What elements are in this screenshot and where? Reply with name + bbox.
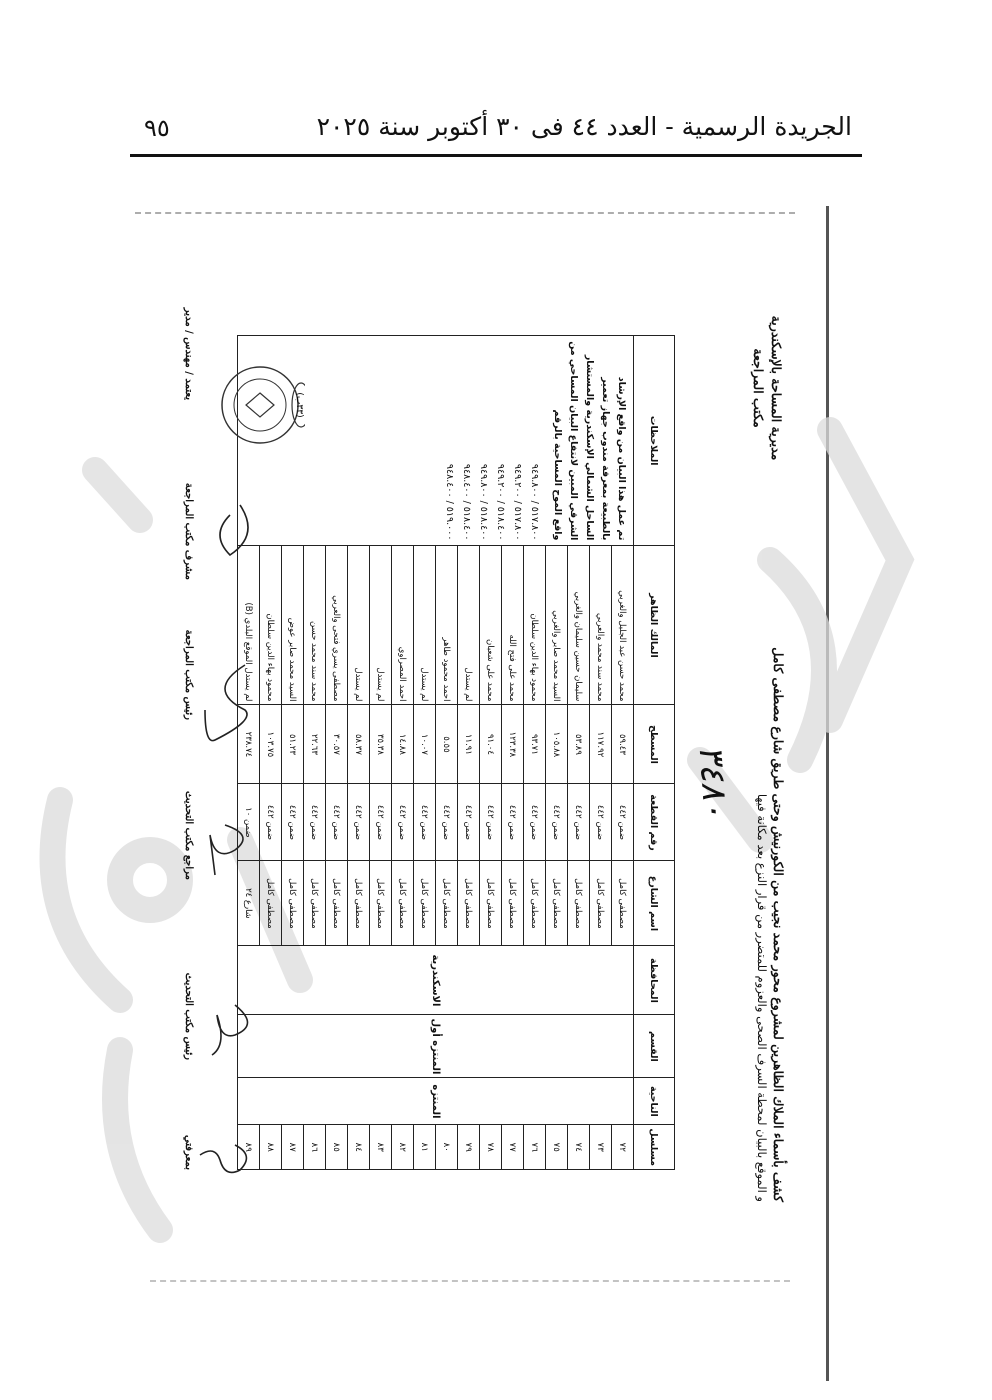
sig-survey-office-rep: مراجع مكتب التحديث [183, 791, 194, 880]
cell-street: مصطفى كامل [348, 861, 370, 946]
header-district: الناحية [634, 1078, 675, 1125]
cell-owner: السيد محمد صابر والغربي [546, 546, 568, 705]
cell-serial: ٧٥ [546, 1125, 568, 1170]
sig-prepared-by: بمعرفتي [183, 1134, 194, 1170]
cell-serial: ٨٠ [436, 1125, 458, 1170]
cell-street: مصطفى كامل [260, 861, 282, 946]
cell-plot: ضمن ٤٤٢ [568, 784, 590, 861]
cell-serial: ٧٣ [590, 1125, 612, 1170]
coordinate-line: ٥١٨.٤٠٠ / ٩٤٩.٢٠٠ [495, 463, 506, 541]
header-section: القسم [634, 1015, 675, 1078]
cell-street: مصطفى كامل [458, 861, 480, 946]
cell-plot: ضمن ٤٤٢ [480, 784, 502, 861]
cell-street: مصطفى كامل [392, 861, 414, 946]
signature-2 [212, 1005, 248, 1055]
cell-plot: ضمن ٤٤٢ [546, 784, 568, 861]
cell-plot: ضمن ٤٤٢ [304, 784, 326, 861]
header-plot: رقم القطعة [634, 784, 675, 861]
notes-coordinates [441, 341, 543, 540]
handwritten-number: ٣٤٨٠ [690, 743, 736, 820]
cell-serial: ٨١ [414, 1125, 436, 1170]
cell-owner: محمود بهاء الدين سلطان [260, 546, 282, 705]
cell-street: مصطفى كامل [370, 861, 392, 946]
cell-area: ١٢٣.٣٨ [502, 705, 524, 784]
cell-street: مصطفى كامل [326, 861, 348, 946]
cell-area: ٢٢.٦٣ [304, 705, 326, 784]
gazette-title: الجريدة الرسمية - العدد ٤٤ فى ٣٠ أكتوبر سنة ٢٠٢٥ [316, 112, 852, 141]
cell-area: ٥٨.٣٧ [348, 705, 370, 784]
cell-area: ٢٣٨.٧٤ [238, 705, 260, 784]
cell-area: ١٠٥.٨٨ [546, 705, 568, 784]
cell-serial: ٧٨ [480, 1125, 502, 1170]
cell-plot: ضمن ٤٤٢ [458, 784, 480, 861]
cell-owner: لم يستدل [370, 546, 392, 705]
sig-review-supervisor: مشرف مكتب المراجعة [183, 482, 194, 580]
cell-plot: ضمن ٤٤٢ [282, 784, 304, 861]
cell-serial: ٨٣ [370, 1125, 392, 1170]
signature-3 [210, 825, 243, 875]
org-line1: مديرية المساحة بالإسكندرية [769, 315, 784, 461]
cell-street: شارع ٢٤ [238, 861, 260, 946]
stamp-code: (٣٣ب) [294, 392, 304, 418]
page-number: ٩٥ [144, 114, 170, 142]
cell-serial: ٨٧ [282, 1125, 304, 1170]
cell-area: ٣٠.٥٧ [326, 705, 348, 784]
cell-owner: محمد سند محمد والعربي [590, 546, 612, 705]
cell-street: مصطفى كامل [414, 861, 436, 946]
cell-plot: ضمن ٤٤٢ [524, 784, 546, 861]
cell-plot: ضمن ٤٤٢ [326, 784, 348, 861]
cell-owner: احمد المصراوي [392, 546, 414, 705]
cell-plot: ضمن ٤٤٢ [370, 784, 392, 861]
cell-owner: احمد محمود طاهر [436, 546, 458, 705]
header-area: المسطح [634, 705, 675, 784]
cell-owner: محمد سند محمد حسن [304, 546, 326, 705]
cell-plot: ضمن ٤٤٢ [260, 784, 282, 861]
scan-edge-top [135, 212, 795, 214]
cell-plot: ضمن ٤٤٢ [502, 784, 524, 861]
coordinate-line: ٥١٧.٨٠٠ / ٩٤٩.٨٠٠ [529, 463, 540, 541]
cell-governorate: الاسكندرية [238, 946, 634, 1015]
scanned-document [173, 305, 793, 1210]
cell-serial: ٧٦ [524, 1125, 546, 1170]
cell-area: ٥١.٢٣ [282, 705, 304, 784]
cell-area: ٩١.٠٤ [480, 705, 502, 784]
cell-street: مصطفى كامل [546, 861, 568, 946]
cell-street: مصطفى كامل [590, 861, 612, 946]
cell-area: ١١٧.٩٢ [590, 705, 612, 784]
rotated-sheet [173, 305, 793, 1210]
sig-survey-office-head: رئيس مكتب التحديث [183, 972, 194, 1060]
document-title-line2: و الموقع بالبيان لمحطة السرف الصحى والعزوم للمتضرر من قرار النزع بعد مكانة فيها [755, 793, 769, 1202]
cell-owner: السيد محمد صابر عوض [282, 546, 304, 705]
cell-serial: ٨٩ [238, 1125, 260, 1170]
cell-area: ١١.٩١ [458, 705, 480, 784]
cell-serial: ٧٤ [568, 1125, 590, 1170]
header-serial: مسلسل [634, 1125, 675, 1170]
header-notes: الملاحظات [634, 336, 675, 546]
cell-street: مصطفى كامل [568, 861, 590, 946]
cell-owner: محمد على فتح الله [502, 546, 524, 705]
cell-owner: سليمان حسين سليمان والغربي [568, 546, 590, 705]
cell-serial: ٨٨ [260, 1125, 282, 1170]
official-stamp [219, 345, 305, 465]
sig-review-head: رئيس مكتب المراجعة [183, 629, 194, 720]
cell-street: مصطفى كامل [502, 861, 524, 946]
scan-edge-bottom [150, 1280, 790, 1282]
cell-section: المنتزه أول [238, 1015, 634, 1078]
signature-4 [205, 665, 247, 741]
header-street: اسم الشارع [634, 861, 675, 946]
coordinate-line: ٥١٧.٨٠٠ / ٩٤٩.٢٠٠ [512, 463, 523, 541]
signature-1 [200, 1145, 246, 1172]
scan-edge-right [826, 206, 829, 1381]
document-title-line1: كشف بأسماء الملاك الظاهرين لمشروع محور محمد نجيب من الكورنيش وحتى طريق شارع مصطفى كامل [771, 647, 786, 1202]
cell-plot: ضمن ٤٤٢ [436, 784, 458, 861]
header-owner: المالك الظاهر [634, 546, 675, 705]
cell-plot: ضمن ١٠ [238, 784, 260, 861]
cell-area: ١٠.٠٧ [414, 705, 436, 784]
cell-area: ٥.٥٥ [436, 705, 458, 784]
cell-plot: ضمن ٤٤٢ [612, 784, 634, 861]
cell-street: مصطفى كامل [282, 861, 304, 946]
cell-owner: لم يستدل [348, 546, 370, 705]
sig-approved: يعتمد / مهندس / مدير [183, 307, 194, 400]
cell-street: مصطفى كامل [304, 861, 326, 946]
cell-owner: محمد على شعبان [480, 546, 502, 705]
notes-text: تم عمل هذا البيان من واقع الإرشاد بالطبيعة بمعرفة مندوب جهاز تعمير الساحل الشمالي الإسكندرية والمستشار الشرقي المبين لانتفاع البيان المساحي من واقع الموح المساحية بالرقم [552, 341, 627, 541]
cell-plot: ضمن ٤٤٢ [392, 784, 414, 861]
signature-5 [220, 505, 248, 555]
cell-serial: ٧٢ [612, 1125, 634, 1170]
cell-owner: محمود بهاء الدين سلطان [524, 546, 546, 705]
cell-owner: محمد حسن عبد الجليل والغربي [612, 546, 634, 705]
cell-area: ٥٩.٤٣ [612, 705, 634, 784]
cell-serial: ٧٧ [502, 1125, 524, 1170]
cell-plot: ضمن ٤٤٢ [590, 784, 612, 861]
cell-plot: ضمن ٤٤٢ [348, 784, 370, 861]
cell-area: ٣٥.٣٨ [370, 705, 392, 784]
header-governorate: المحافظة [634, 946, 675, 1015]
cell-owner: مصطفى يسري فتحى والعربي [326, 546, 348, 705]
cell-area: ١٠٣.٧٥ [260, 705, 282, 784]
table-row [612, 336, 634, 1170]
cell-street: مصطفى كامل [524, 861, 546, 946]
gazette-header [130, 112, 862, 156]
cell-owner: لم يستدل [414, 546, 436, 705]
coordinate-line: ٥١٩.٠٠٠ / ٩٤٨.٤٠٠ [444, 463, 455, 541]
coordinate-line: ٥١٨.٤٠٠ / ٩٤٩.٨٠٠ [478, 463, 489, 541]
coordinate-line: ٥١٨.٤٠٠ / ٩٤٨.٤٠٠ [461, 463, 472, 541]
issuing-office [749, 313, 785, 463]
table-header-row [634, 336, 675, 1170]
header-rule [130, 154, 862, 157]
cell-street: مصطفى كامل [480, 861, 502, 946]
cell-plot: ضمن ٤٤٢ [414, 784, 436, 861]
cell-street: مصطفى كامل [436, 861, 458, 946]
cell-area: ٥٣.٨٩ [568, 705, 590, 784]
cell-owner: لم يستدل [458, 546, 480, 705]
cell-area: ١٤.٨٨ [392, 705, 414, 784]
cell-serial: ٨٤ [348, 1125, 370, 1170]
cell-serial: ٧٩ [458, 1125, 480, 1170]
cell-district: المنتزه [238, 1078, 634, 1125]
cell-owner: لم يستدل الموقع البلدي (B) [238, 546, 260, 705]
cell-serial: ٨٦ [304, 1125, 326, 1170]
cell-street: مصطفى كامل [612, 861, 634, 946]
cell-area: ٩٣.٧١ [524, 705, 546, 784]
org-line2: مكتب المراجعة [751, 348, 766, 428]
cell-serial: ٨٢ [392, 1125, 414, 1170]
cell-serial: ٨٥ [326, 1125, 348, 1170]
